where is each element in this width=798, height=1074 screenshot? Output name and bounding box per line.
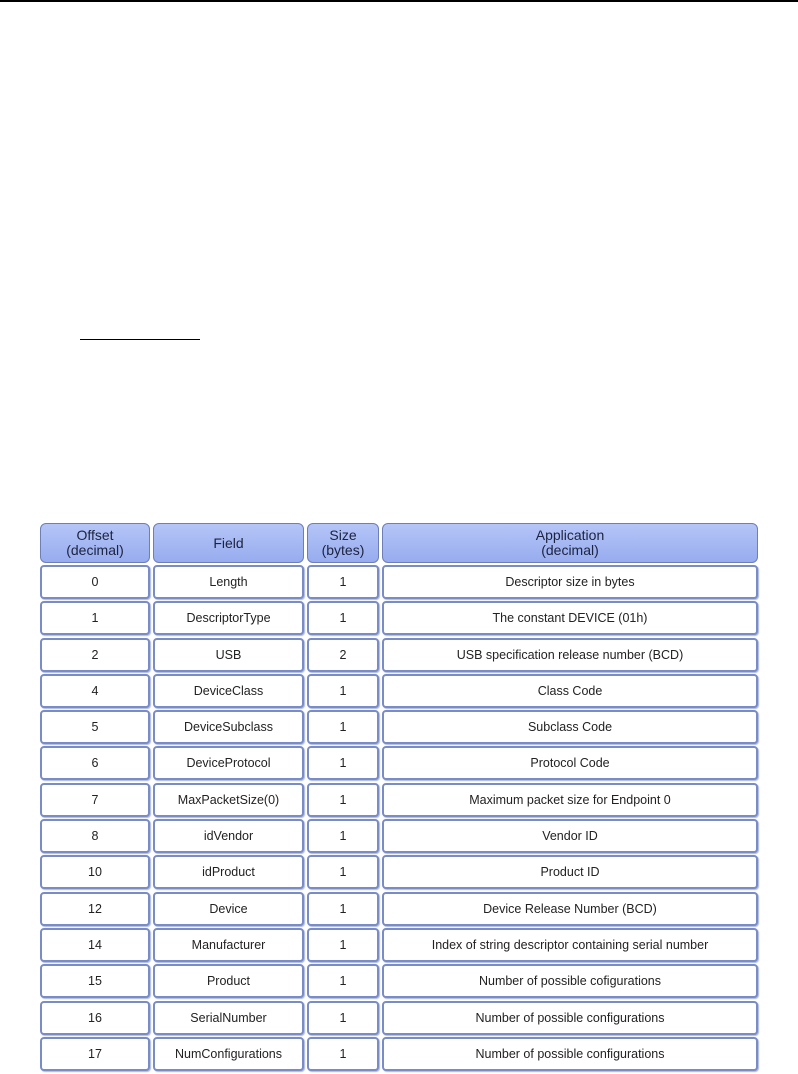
table-row [40,1037,758,1071]
cell-size: 1 [307,1037,379,1071]
cell-app: Maximum packet size for Endpoint 0 [382,783,758,817]
cell-offset: 15 [40,964,150,998]
cell-app: Device Release Number (BCD) [382,892,758,926]
cell-size: 1 [307,819,379,853]
cell-offset: 12 [40,892,150,926]
header-size: Size (bytes) [307,523,379,563]
cell-field: Length [153,565,304,599]
top-rule [0,0,798,2]
cell-field: Device [153,892,304,926]
cell-field: SerialNumber [153,1001,304,1035]
cell-size: 1 [307,746,379,780]
cell-app: Number of possible configurations [382,1001,758,1035]
cell-app: Number of possible cofigurations [382,964,758,998]
cell-offset: 4 [40,674,150,708]
cell-offset: 5 [40,710,150,744]
table-row [40,1001,758,1035]
cell-app: Number of possible configurations [382,1037,758,1071]
cell-app: The constant DEVICE (01h) [382,601,758,635]
table-row [40,710,758,744]
table-row [40,674,758,708]
cell-field: NumConfigurations [153,1037,304,1071]
header-offset: Offset (decimal) [40,523,150,563]
table-row [40,565,758,599]
cell-app: Descriptor size in bytes [382,565,758,599]
cell-field: Manufacturer [153,928,304,962]
cell-app: Product ID [382,855,758,889]
device-descriptor-table [40,523,758,1073]
cell-offset: 10 [40,855,150,889]
table-row [40,746,758,780]
cell-field: DeviceSubclass [153,710,304,744]
cell-size: 1 [307,1001,379,1035]
table-header-row [40,523,758,563]
cell-size: 1 [307,783,379,817]
table-row [40,819,758,853]
cell-size: 1 [307,674,379,708]
cell-field: idVendor [153,819,304,853]
table-row [40,601,758,635]
cell-field: DeviceProtocol [153,746,304,780]
cell-size: 1 [307,964,379,998]
table-body [40,565,758,1071]
cell-offset: 14 [40,928,150,962]
cell-size: 1 [307,892,379,926]
cell-offset: 17 [40,1037,150,1071]
header-application: Application (decimal) [382,523,758,563]
cell-offset: 8 [40,819,150,853]
table-row [40,928,758,962]
cell-offset: 7 [40,783,150,817]
cell-app: Class Code [382,674,758,708]
cell-app: USB specification release number (BCD) [382,638,758,672]
cell-field: MaxPacketSize(0) [153,783,304,817]
cell-offset: 6 [40,746,150,780]
cell-field: USB [153,638,304,672]
cell-offset: 0 [40,565,150,599]
cell-app: Vendor ID [382,819,758,853]
cell-size: 1 [307,710,379,744]
table-row [40,892,758,926]
cell-field: DescriptorType [153,601,304,635]
cell-size: 1 [307,928,379,962]
cell-app: Protocol Code [382,746,758,780]
cell-offset: 2 [40,638,150,672]
cell-field: idProduct [153,855,304,889]
underline-rule [80,339,200,340]
table-row [40,783,758,817]
cell-app: Index of string descriptor containing serial number [382,928,758,962]
cell-offset: 1 [40,601,150,635]
table-row [40,638,758,672]
cell-field: DeviceClass [153,674,304,708]
cell-size: 1 [307,565,379,599]
cell-offset: 16 [40,1001,150,1035]
cell-field: Product [153,964,304,998]
cell-app: Subclass Code [382,710,758,744]
cell-size: 2 [307,638,379,672]
header-field: Field [153,523,304,563]
cell-size: 1 [307,855,379,889]
table-row [40,855,758,889]
table-row [40,964,758,998]
cell-size: 1 [307,601,379,635]
